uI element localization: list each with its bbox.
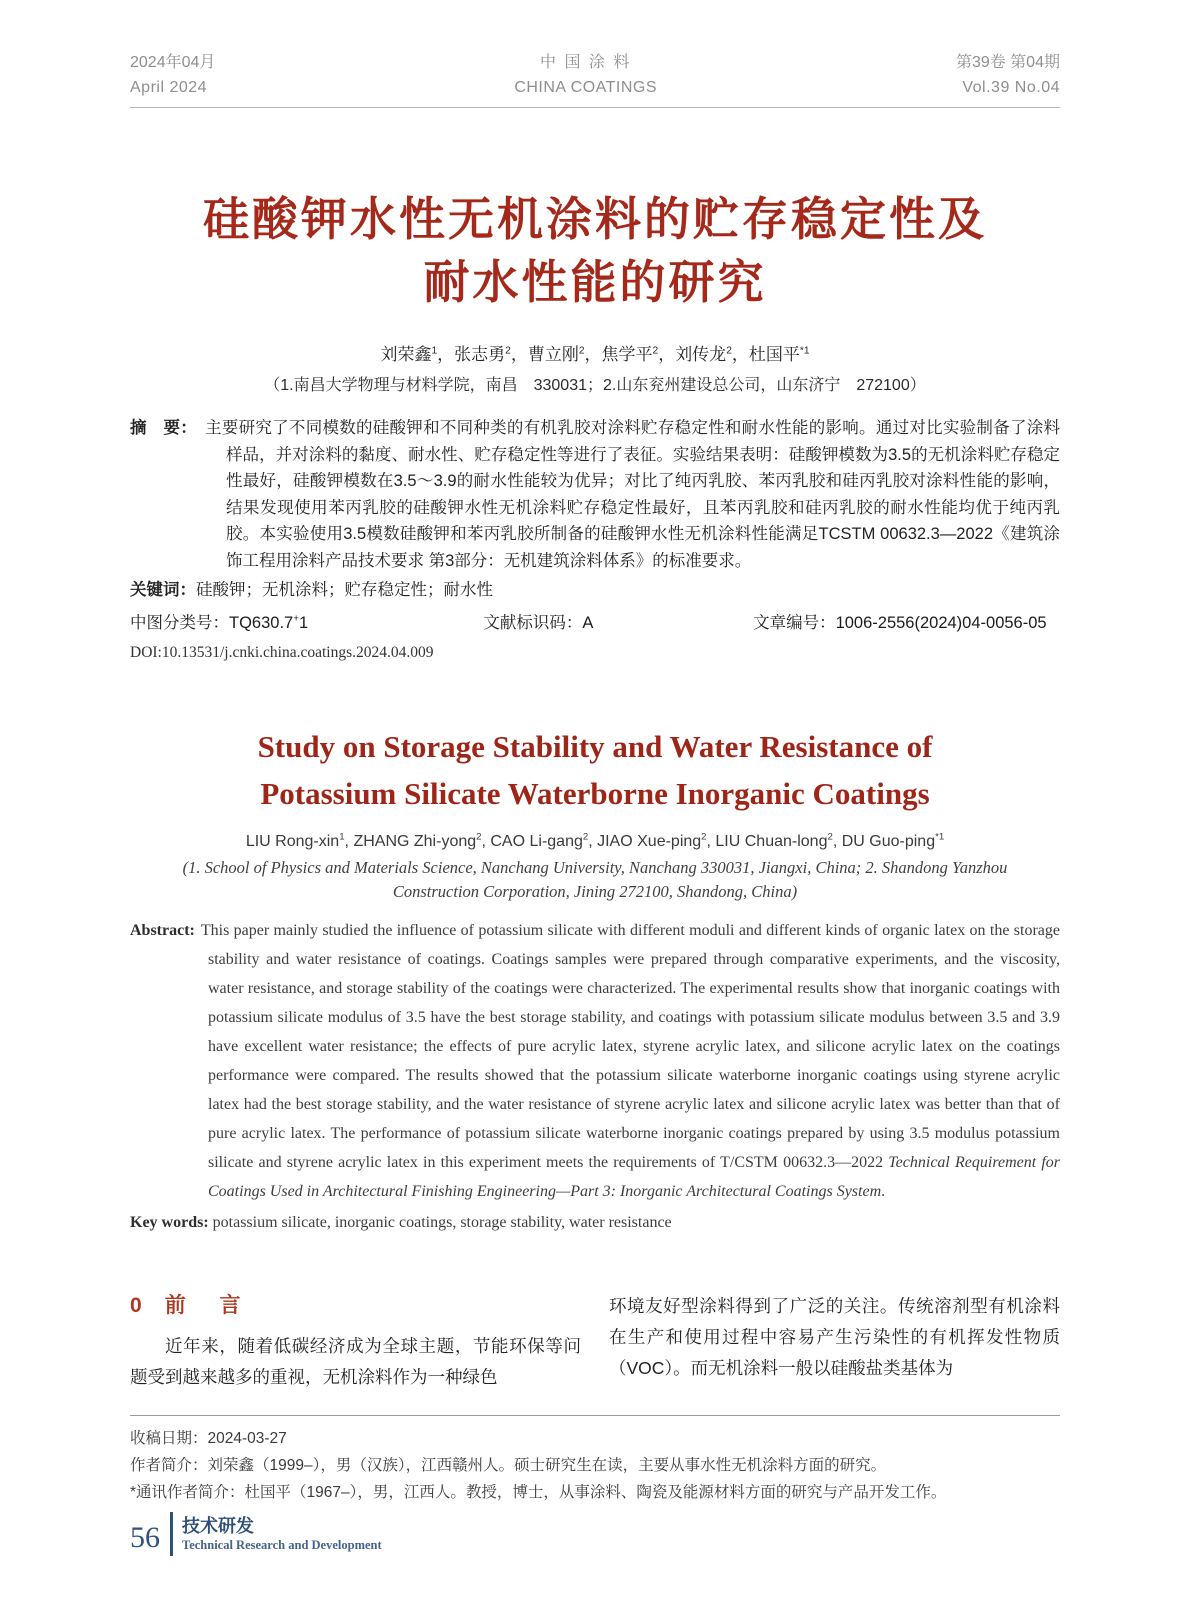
footnote-corresponding-author-bio: *通讯作者简介：杜国平（1967–），男，江西人。教授，博士，从事涂料、陶瓷及能源材料方面的研究与产品开发工作。 [130, 1484, 947, 1501]
header-journal-name [514, 50, 657, 100]
affiliation-en: (1. School of Physics and Materials Science, Nanchang University, Nanchang 330031, Jiangxi, China; 2. Shandong Yanzhou Construction Corporation, Jining 272100, Shandong, China) [182, 858, 1008, 901]
section-title: 前 言 [164, 1294, 255, 1317]
author-separator: ， [584, 345, 602, 364]
author: LIU Rong-xin$^1$ [245, 831, 345, 850]
article-number [753, 610, 1060, 637]
author: 刘传龙$^2$ [675, 345, 732, 364]
author: 焦学平$^2$ [601, 345, 659, 364]
abstract-text-en: This paper mainly studied the influence of potassium silicate with different moduli and different kinds of organic latex on the storage stability and water resistance of coatings. Coatings samples were prepared through comparative experiments, and the viscosity, water resistance, and storage stability of the coatings were characterized. The experimental results show that inorganic coatings with potassium silicate modulus of 3.5 have the best storage stability, and coatings with potassium silicate modulus between 3.5 and 3.9 have excellent water resistance; the effects of pure acrylic latex, styrene acrylic latex, and silicone acrylic latex on the coatings performance were compared. The results showed that the potassium silicate waterborne inorganic coatings using styrene acrylic latex had the best storage stability, and the water resistance of styrene acrylic latex and silicone acrylic latex was better than that of pure acrylic latex. The performance of potassium silicate waterborne inorganic coatings prepared by using 3.5 modulus potassium silicate and styrene acrylic latex in this experiment meets the requirements of T/CSTM 00632.3—2022 [200, 922, 1060, 1171]
article-title-cn-line1: 硅酸钾水性无机涂料的贮存稳定性及 [203, 193, 987, 245]
clc-number [130, 610, 483, 637]
keywords-text-cn: 硅酸钾；无机涂料；贮存稳定性；耐水性 [196, 581, 493, 599]
section-heading [130, 1291, 581, 1321]
intro-column-right [609, 1291, 1060, 1393]
keywords-label-en: Key words: [130, 1214, 209, 1231]
footer-column-labels [182, 1515, 382, 1553]
author-separator: , [481, 833, 491, 850]
article-title-en-line1: Study on Storage Stability and Water Resistance of [257, 729, 933, 764]
author: 张志勇$^2$ [454, 345, 511, 364]
author-list-en [130, 833, 1060, 851]
footer-divider [170, 1512, 173, 1556]
introduction-section [130, 1291, 1060, 1393]
author-separator: , [344, 833, 354, 850]
keywords-label-cn: 关键词： [130, 581, 196, 599]
author: 刘荣鑫$^1$ [380, 345, 438, 364]
author: DU Guo-ping$^{*1}$ [841, 831, 945, 850]
page-number: 56 [130, 1521, 160, 1554]
document-code-label: 文献标识码： [483, 614, 583, 632]
author-separator: , [706, 833, 716, 850]
clc-after: 1 [299, 614, 309, 632]
article-number-value: 1006-2556(2024)04-0056-05 [835, 614, 1047, 632]
clc-value: TQ630.7 [229, 614, 294, 632]
author: 曹立刚$^2$ [527, 345, 585, 364]
footnote-received-date: 收稿日期：2024-03-27 [130, 1430, 287, 1447]
issue-date-cn: 2024年04月 [130, 54, 216, 71]
author: LIU Chuan-long$^2$ [715, 831, 833, 850]
abstract-en [130, 916, 1060, 1206]
clc-superscript: + [293, 613, 299, 625]
author: ZHANG Zhi-yong$^2$ [353, 831, 482, 850]
abstract-tail-en: . [881, 1183, 886, 1200]
abstract-label-en: Abstract: [130, 922, 195, 939]
document-code [483, 610, 753, 637]
author-separator: , [588, 833, 598, 850]
article-meta-row [130, 610, 1060, 637]
journal-header [130, 50, 1060, 108]
doi: DOI:10.13531/j.cnki.china.coatings.2024.04.009 [130, 644, 434, 661]
header-volume-issue [956, 50, 1060, 100]
author-separator: , [832, 833, 842, 850]
clc-label: 中图分类号： [130, 614, 229, 632]
abstract-cited-standard-title: Technical Requirement for Coatings Used in Architectural Finishing Engineering—Part 3: Inorganic Architectural Coatings System [208, 1154, 1061, 1200]
journal-name-en: CHINA COATINGS [514, 79, 658, 96]
author: 杜国平$^{*1}$ [748, 345, 810, 364]
keywords-text-en: potassium silicate, inorganic coatings, storage stability, water resistance [212, 1214, 672, 1231]
intro-paragraph-left: 近年来，随着低碳经济成为全球主题，节能环保等问题受到越来越多的重视，无机涂料作为一种绿色 [130, 1336, 581, 1387]
keywords-en [130, 1208, 1060, 1237]
abstract-text-cn: 主要研究了不同模数的硅酸钾和不同种类的有机乳胶对涂料贮存稳定性和耐水性能的影响。通过对比实验制备了涂料样品，并对涂料的黏度、耐水性、贮存稳定性等进行了表征。实验结果表明：硅酸钾模数为3.5的无机涂料贮存稳定性最好，硅酸钾模数在3.5～3.9的耐水性能较为优异；对比了纯丙乳胶、苯丙乳胶和硅丙乳胶对涂料性能的影响，结果发现使用苯丙乳胶的硅酸钾水性无机涂料贮存稳定性最好，且苯丙乳胶和硅丙乳胶的耐水性能均优于纯丙乳胶。本实验使用3.5模数硅酸钾和苯丙乳胶所制备的硅酸钾水性无机涂料性能满足TCSTM 00632.3—2022《建筑涂饰工程用涂料产品技术要求 第3部分：无机建筑涂料体系》的标准要求。 [205, 419, 1061, 570]
column-name-cn: 技术研发 [182, 1516, 254, 1536]
volume-issue-en: Vol.39 No.04 [962, 79, 1060, 96]
abstract-label-cn: 摘 要： [130, 419, 198, 437]
author-separator: ， [437, 345, 455, 364]
section-number: 0 [130, 1294, 143, 1317]
author-separator: ， [510, 345, 528, 364]
author: JIAO Xue-ping$^2$ [597, 831, 707, 850]
author-separator: ， [731, 345, 749, 364]
intro-paragraph-right: 环境友好型涂料得到了广泛的关注。传统溶剂型有机涂料在生产和使用过程中容易产生污染性的有机挥发性物质（VOC）。而无机涂料一般以硅酸盐类基体为 [609, 1296, 1060, 1378]
author-separator: ， [658, 345, 676, 364]
header-issue-date [130, 50, 215, 100]
article-title-en [130, 723, 1060, 817]
issue-date-en: April 2024 [130, 79, 208, 96]
author-list-cn [130, 340, 1060, 365]
article-number-label: 文章编号： [753, 614, 836, 632]
intro-column-left [130, 1291, 581, 1393]
article-title-en-line2: Potassium Silicate Waterborne Inorganic Coatings [260, 776, 930, 811]
abstract-cn [130, 415, 1060, 574]
journal-name-cn: 中 国 涂 料 [540, 54, 632, 71]
footnotes-block [130, 1415, 1060, 1506]
affiliation-cn: （1.南昌大学物理与材料学院，南昌 330031；2.山东兖州建设总公司，山东济宁 272100） [264, 377, 926, 394]
page-footer [130, 1512, 382, 1556]
author: CAO Li-gang$^2$ [490, 831, 589, 850]
footnote-author-bio: 作者简介：刘荣鑫（1999–），男（汉族），江西赣州人。硕士研究生在读，主要从事水性无机涂料方面的研究。 [130, 1457, 887, 1474]
document-code-value: A [582, 614, 594, 632]
column-name-en: Technical Research and Development [182, 1538, 382, 1552]
article-title-cn [130, 188, 1060, 314]
keywords-cn [130, 577, 1060, 604]
article-title-cn-line2: 耐水性能的研究 [423, 256, 767, 308]
volume-issue-cn: 第39卷 第04期 [955, 54, 1060, 71]
